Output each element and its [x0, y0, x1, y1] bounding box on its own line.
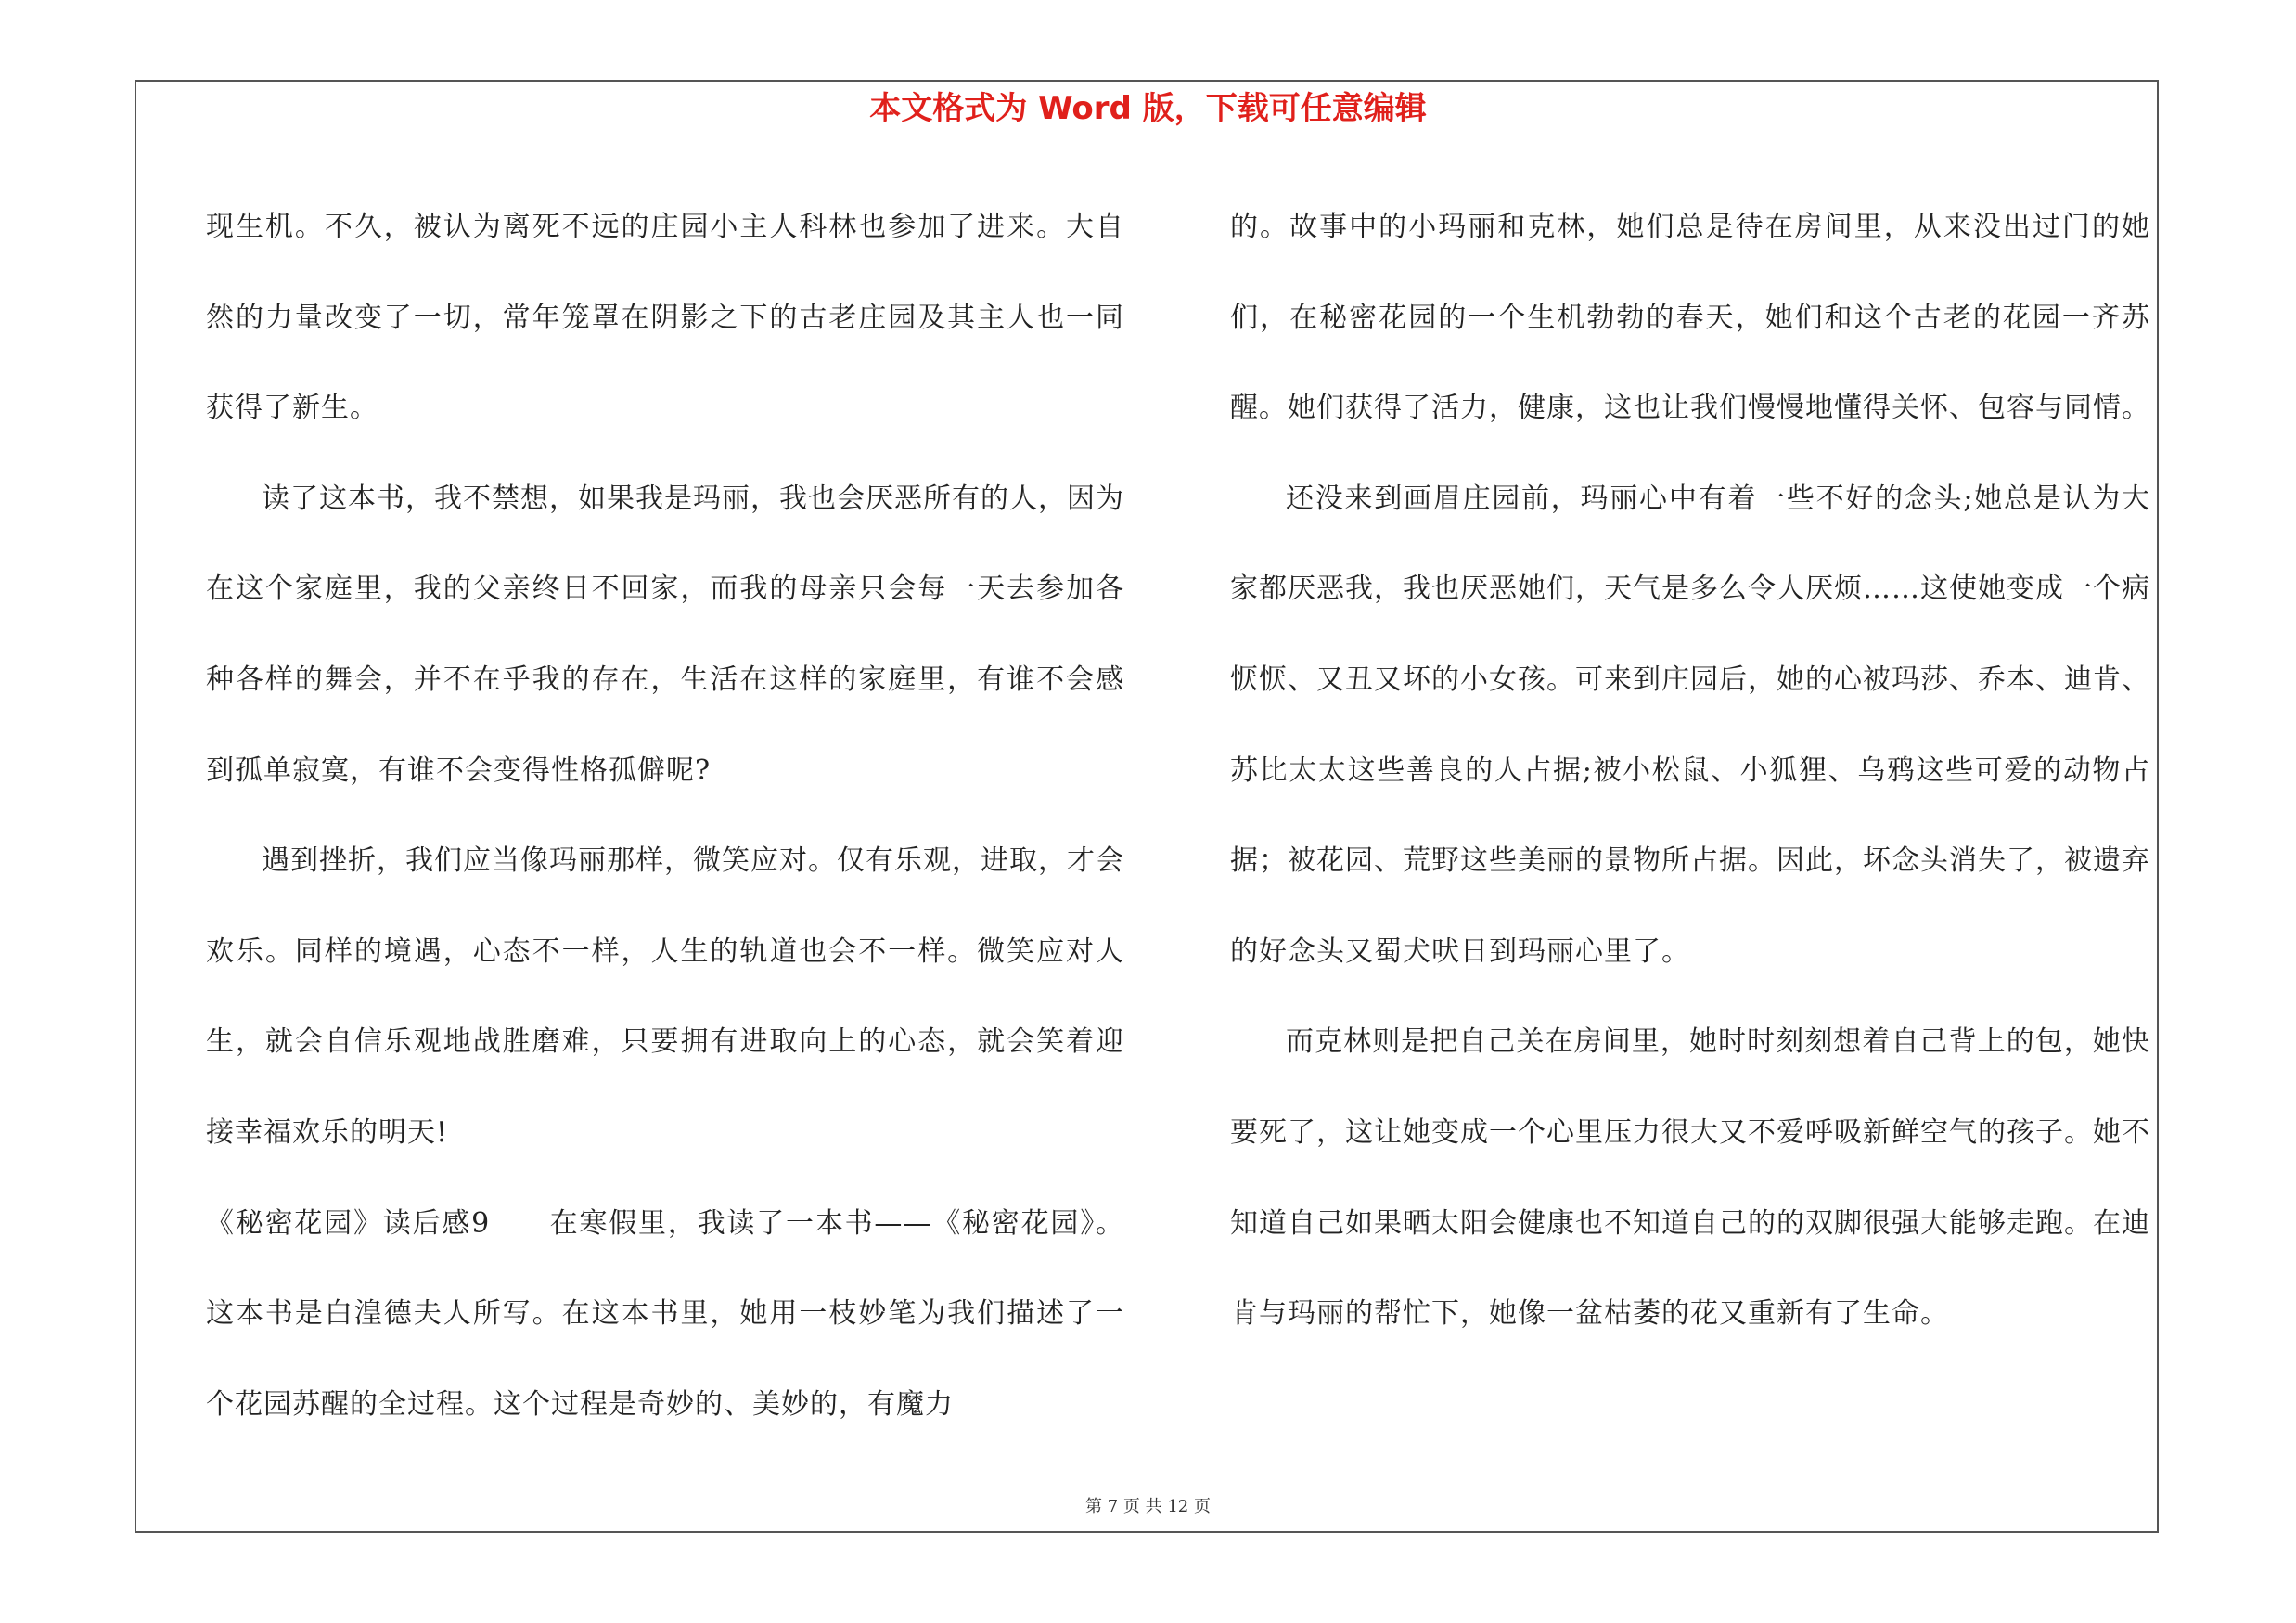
right-paragraph-1: 的。故事中的小玛丽和克林，她们总是待在房间里，从来没出过门的她们，在秘密花园的一个生机勃勃的春天，她们和这个古老的花园一齐苏醒。她们获得了活力，健康，这也让我们慢慢地懂得关怀、包容与同情。: [1230, 211, 2150, 425]
page-number: 第 7 页 共 12 页: [1085, 1497, 1211, 1516]
left-column: [206, 182, 1124, 1449]
left-paragraph-3: 遇到挫折，我们应当像玛丽那样，微笑应对。仅有乐观，进取，才会欢乐。同样的境遇，心态不一样，人生的轨道也会不一样。微笑应对人生，就会自信乐观地战胜磨难，只要拥有进取向上的心态，就会笑着迎接幸福欢乐的明天!: [206, 844, 1124, 1149]
right-column: [1230, 182, 2150, 1359]
right-paragraph-3: 而克林则是把自己关在房间里，她时时刻刻想着自己背上的包，她快要死了，这让她变成一个心里压力很大又不爱呼吸新鲜空气的孩子。她不知道自己如果晒太阳会健康也不知道自己的的双脚很强大能够走跑。在迪肯与玛丽的帮忙下，她像一盆枯萎的花又重新有了生命。: [1230, 1025, 2150, 1331]
right-paragraph-2: 还没来到画眉庄园前，玛丽心中有着一些不好的念头;她总是认为大家都厌恶我，我也厌恶她们，天气是多么令人厌烦……这使她变成一个病恹恹、又丑又坏的小女孩。可来到庄园后，她的心被玛莎、乔本、迪肯、苏比太太这些善良的人占据;被小松鼠、小狐狸、乌鸦这些可爱的动物占据；被花园、荒野这些美丽的景物所占据。因此，坏念头消失了，被遗弃的好念头又蜀犬吠日到玛丽心里了。: [1230, 482, 2150, 968]
format-banner: 本文格式为 Word 版，下载可任意编辑: [869, 90, 1427, 127]
left-paragraph-2: 读了这本书，我不禁想，如果我是玛丽，我也会厌恶所有的人，因为在这个家庭里，我的父亲终日不回家，而我的母亲只会每一天去参加各种各样的舞会，并不在乎我的存在，生活在这样的家庭里，有谁不会感到孤单寂寞，有谁不会变得性格孤僻呢?: [206, 482, 1124, 787]
left-paragraph-4: 《秘密花园》读后感9 在寒假里，我读了一本书——《秘密花园》。这本书是白湟德夫人所写。在这本书里，她用一枝妙笔为我们描述了一个花园苏醒的全过程。这个过程是奇妙的、美妙的，有魔力: [206, 1206, 1124, 1421]
left-paragraph-1: 现生机。不久，被认为离死不远的庄园小主人科林也参加了进来。大自然的力量改变了一切，常年笼罩在阴影之下的古老庄园及其主人也一同获得了新生。: [206, 211, 1124, 425]
